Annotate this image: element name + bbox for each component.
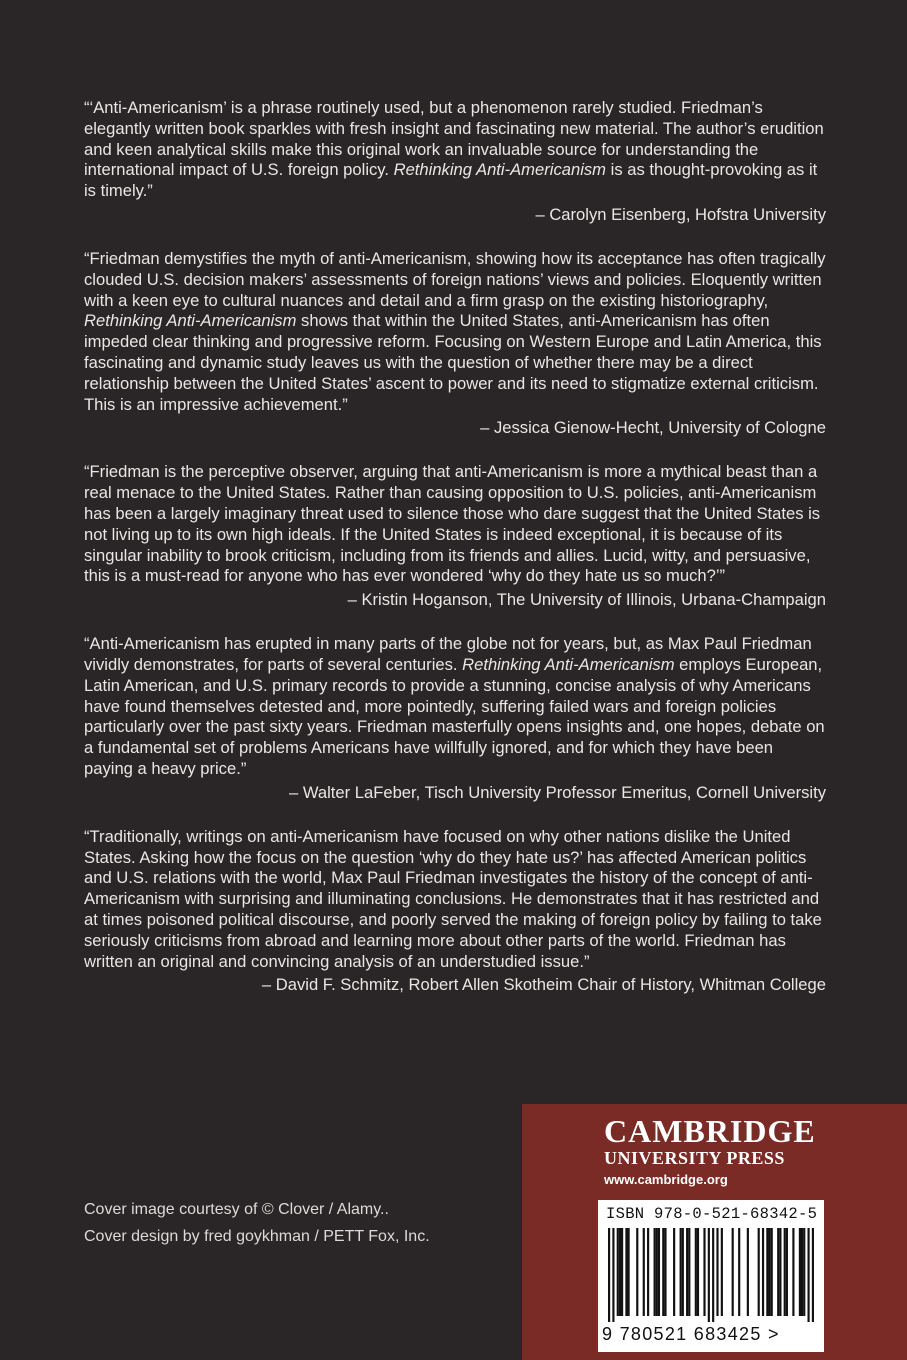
barcode-bar — [628, 1228, 630, 1316]
barcode-bar — [621, 1228, 623, 1316]
barcode-bar — [680, 1228, 682, 1316]
barcode-bar — [636, 1228, 638, 1316]
publisher-block — [522, 1104, 907, 1360]
image-credit: Cover image courtesy of © Clover / Alamy.. — [84, 1201, 389, 1218]
blurb-segment: is as thought-provoking as it is timely.” — [84, 160, 818, 201]
barcode-bar — [703, 1228, 705, 1316]
barcode — [608, 1228, 814, 1322]
barcode-bar — [697, 1228, 699, 1316]
barcode-bar — [658, 1228, 660, 1316]
blurb-text — [84, 462, 826, 587]
barcode-digits: 9 780521 683425 > — [602, 1324, 780, 1344]
barcode-bar — [643, 1228, 645, 1316]
barcode-bar — [654, 1228, 656, 1316]
blurb-segment: employs European, Latin American, and U.S. primary records to provide a stunning, concise analysis of why Americans have found themselves detested and, more pointedly, suffering failed wars and foreign policies particularly over the past sixty years. Friedman masterfully opens insights and, one hopes, debate on a fundamental set of problems Americans have willfully ignored, and for which they have been paying a heavy price.” — [84, 654, 825, 778]
barcode-bar — [768, 1228, 770, 1316]
blurb — [84, 827, 826, 996]
barcode-bar — [712, 1228, 714, 1322]
publisher-subtitle: UNIVERSITY PRESS — [604, 1148, 785, 1168]
blurb — [84, 462, 826, 610]
blurb-attribution: – Kristin Hoganson, The University of Illinois, Urbana-Champaign — [347, 590, 826, 610]
barcode-panel — [598, 1200, 824, 1352]
blurb-segment: “‘Anti-Americanism’ is a phrase routinely used, but a phenomenon rarely studied. Friedman’s elegantly written book sparkles with fresh insight and fascinating new material. The author’s erudition and keen analytical skills make this original work an invaluable source for understanding the international impact of U.S. foreign policy. — [84, 98, 824, 180]
barcode-bar — [625, 1228, 627, 1316]
barcode-bar — [747, 1228, 749, 1316]
barcode-bar — [801, 1228, 803, 1316]
barcode-bar — [792, 1228, 794, 1316]
barcode-bar — [716, 1228, 718, 1316]
barcode-bar — [777, 1228, 779, 1316]
barcode-bar — [738, 1228, 740, 1316]
barcode-bar — [771, 1228, 773, 1316]
barcode-bar — [799, 1228, 801, 1316]
blurb-segment: “Friedman demystifies the myth of anti-Americanism, showing how its acceptance has often tragically clouded U.S. decision makers’ assessments of foreign nations’ views and policies. Eloquently written with a keen eye to cultural nuances and detail and a firm grasp on the existing historiography, — [84, 248, 826, 310]
barcode-bar — [682, 1228, 684, 1316]
barcode-bar — [803, 1228, 805, 1316]
barcode-bar — [664, 1228, 666, 1316]
blurb-text — [84, 249, 826, 415]
barcode-bar — [762, 1228, 764, 1316]
blurb-attribution: – David F. Schmitz, Robert Allen Skotheim Chair of History, Whitman College — [261, 975, 826, 995]
blurb — [84, 98, 826, 225]
blurb-text — [84, 98, 826, 202]
barcode-bar — [647, 1228, 649, 1316]
barcode-bar — [784, 1228, 786, 1316]
cover-credits — [84, 1196, 430, 1250]
barcode-bar — [779, 1228, 781, 1316]
barcode-bar — [608, 1228, 610, 1322]
publisher-name: CAMBRIDGE — [604, 1113, 816, 1149]
barcode-bar — [617, 1228, 619, 1316]
barcode-bar — [686, 1228, 688, 1316]
book-title: Rethinking Anti-Americanism — [393, 160, 607, 180]
blurb-attribution: – Carolyn Eisenberg, Hofstra University — [535, 204, 826, 224]
barcode-bar — [732, 1228, 734, 1316]
barcode-bar — [807, 1228, 809, 1322]
barcode-bar — [619, 1228, 621, 1316]
barcode-bar — [673, 1228, 675, 1316]
barcode-bar — [786, 1228, 788, 1316]
barcode-bar — [688, 1228, 690, 1316]
blurb-attribution: – Walter LaFeber, Tisch University Professor Emeritus, Cornell University — [288, 782, 826, 802]
barcode-bar — [721, 1228, 723, 1316]
blurbs — [84, 98, 826, 1019]
blurb-text — [84, 634, 826, 780]
blurb-segment: “Friedman is the perceptive observer, arguing that anti-Americanism is more a mythical beast than a real menace to the United States. Rather than causing opposition to U.S. policies, anti-Americanism has been a largely imaginary threat used to silence those who dare suggest that the United States is not living up to its own high ideals. If the United States is indeed exceptional, it is because of its singular inability to brook criticism, including from its friends and allies. Lucid, witty, and persuasive, this is a must-read for anyone who has ever wondered ‘why do they hate us so much?’” — [84, 462, 821, 586]
book-title: Rethinking Anti-Americanism — [84, 311, 297, 331]
blurb-text — [84, 827, 826, 973]
barcode-bar — [695, 1228, 697, 1316]
blurb-segment: “Traditionally, writings on anti-Americanism have focused on why other nations dislike the United States. Asking how the focus on the question ‘why do they hate us?’ has affected American politics and U.S. relations with the world, Max Paul Friedman investigates the history of the concept of anti-Americanism with surprising and illuminating conclusions. He demonstrates that it has restricted and at times poisoned political discourse, and poorly served the making of foreign policy by failing to take seriously criticisms from abroad and learning more about other parts of the world. Friedman has written an original and convincing analysis of an understudied issue.” — [84, 826, 822, 971]
design-credit: Cover design by fred goykhman / PETT Fox, Inc. — [84, 1228, 430, 1245]
blurb — [84, 634, 826, 803]
book-title: Rethinking Anti-Americanism — [462, 654, 675, 674]
isbn-label: ISBN 978-0-521-68342-5 — [606, 1205, 818, 1223]
barcode-bar — [812, 1228, 814, 1322]
barcode-bar — [708, 1228, 710, 1322]
barcode-bar — [612, 1228, 614, 1322]
barcode-bar — [656, 1228, 658, 1316]
blurb-segment: “Anti-Americanism has erupted in many parts of the globe not for years, but, as Max Paul Friedman vividly demonstrates, for parts of several centuries. — [84, 634, 812, 674]
publisher-website: www.cambridge.org — [604, 1172, 728, 1187]
barcode-bar — [662, 1228, 664, 1316]
blurb — [84, 249, 826, 438]
barcode-bar — [758, 1228, 760, 1316]
blurb-attribution: – Jessica Gienow-Hecht, University of Cologne — [480, 418, 826, 438]
blurb-segment: shows that within the United States, anti-Americanism has often impeded clear thinking and progressive reform. Focusing on Western Europe and Latin America, this fascinating and dynamic study leaves us with the question of whether there may be a direct relationship between the United States’ ascent to power and its need to stigmatize external criticism. This is an impressive achievement.” — [84, 311, 822, 414]
barcode-bar — [766, 1228, 768, 1316]
